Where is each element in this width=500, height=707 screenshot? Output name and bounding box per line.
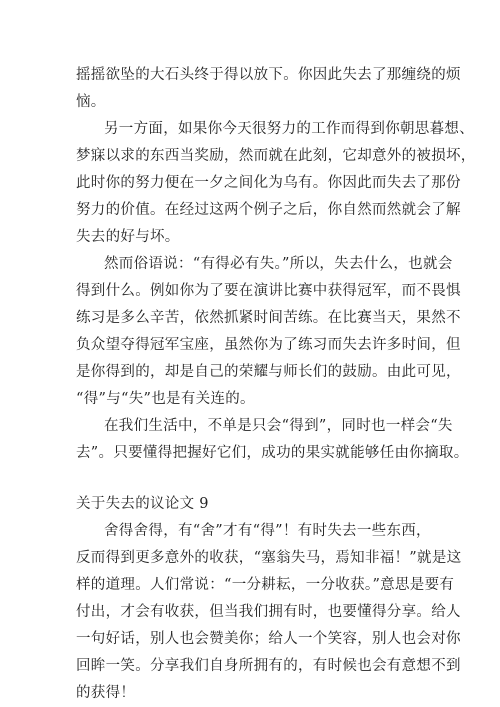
text-line: 样的道理。人们常说：“一分耕耘，一分收获。”意思是要有 [76, 577, 455, 593]
text-line: 梦寐以求的东西当奖励，然而就在此刻，它却意外的被损坏， [76, 148, 476, 164]
text-line: 另一方面，如果你今天很努力的工作而得到你朝思暮想、 [104, 121, 474, 137]
text-line: 反而得到更多意外的收获，“塞翁失马，焉知非福！”就是这 [76, 550, 462, 566]
text-line: 舍得舍得，有“舍”才有“得”！有时失去一些东西， [104, 523, 431, 539]
section-title: 关于失去的议论文 9 [76, 496, 209, 512]
text-line: 然而俗语说：“有得必有失。”所以，失去什么，也就会 [104, 256, 453, 272]
text-line: 去”。只要懂得把握好它们，成功的果实就能够任由你摘取。 [76, 445, 469, 461]
text-line: 失去的好与坏。 [76, 229, 180, 245]
text-line: 努力的价值。在经过这两个例子之后，你自然而然就会了解 [76, 202, 461, 218]
text-line: 此时你的努力便在一夕之间化为乌有。你因此而失去了那份 [76, 175, 461, 191]
text-line: 摇摇欲坠的大石头终于得以放下。你因此失去了那缠绕的烦 [76, 67, 461, 83]
text-line: 练习是多么辛苦，依然抓紧时间苦练。在比赛当天，果然不 [76, 310, 461, 326]
text-line: 是你得到的，却是自己的荣耀与师长们的鼓励。由此可见， [76, 364, 461, 380]
text-line: 负众望夺得冠军宝座，虽然你为了练习而失去许多时间，但 [76, 337, 461, 353]
text-line: 回眸一笑。分享我们自身所拥有的，有时候也会有意想不到 [76, 658, 461, 674]
text-line: 得到什么。例如你为了要在演讲比赛中获得冠军，而不畏惧 [76, 283, 461, 299]
text-line: 一句好话，别人也会赞美你；给人一个笑容，别人也会对你 [76, 631, 461, 647]
text-line: 的获得！ [76, 685, 136, 701]
text-line: 在我们生活中，不单是只会“得到”，同时也一样会“失 [104, 418, 453, 434]
text-line: 付出，才会有收获，但当我们拥有时，也要懂得分享。给人 [76, 604, 461, 620]
text-line: 恼。 [76, 94, 106, 110]
text-line: “得”与“失”也是有关连的。 [76, 391, 255, 407]
